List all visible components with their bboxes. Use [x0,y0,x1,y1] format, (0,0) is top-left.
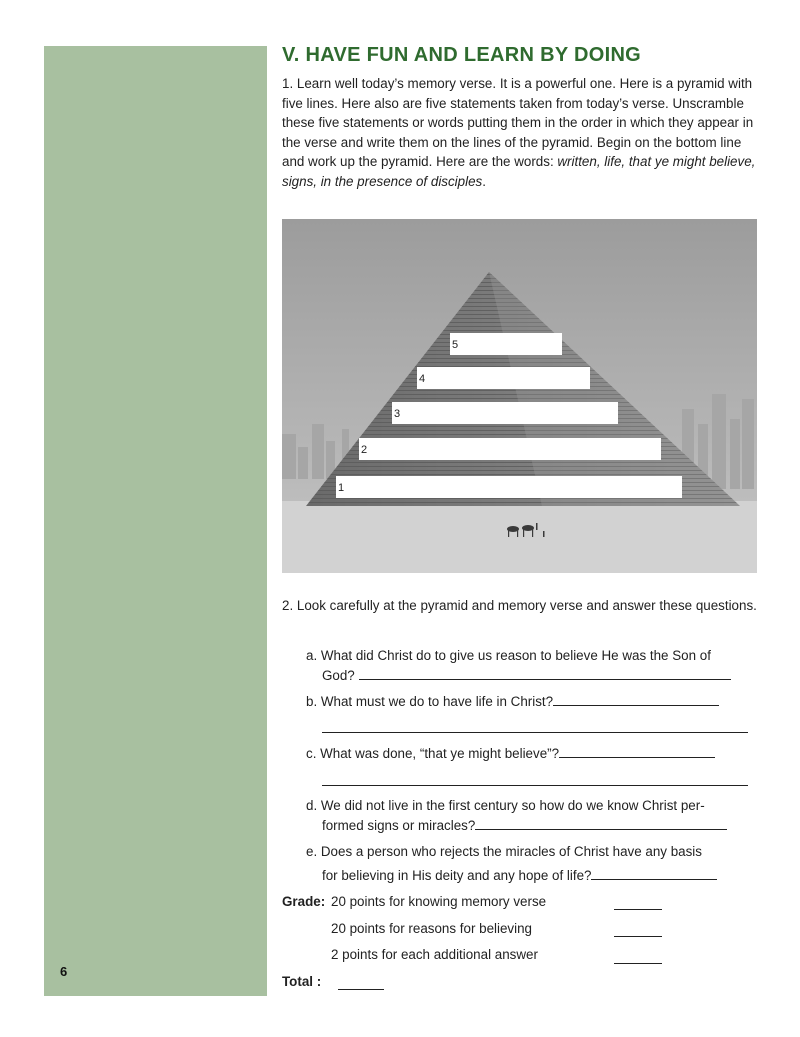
pyramid-line-number: 3 [394,408,401,420]
intro-paragraph [282,74,758,191]
grade-blank-3[interactable] [614,962,662,964]
intro-text: 1. Learn well today’s memory verse. It is a powerful one. Here is a pyramid with five lines. Here also are five statements taken from today’s verse. Unscramble these five statements or words putting them in the order in which they appear in the verse and write them on the lines of the pyramid. Begin on the bottom line and work up the pyramid. Here are the words: [282,76,754,169]
grade-blank-2[interactable] [614,935,662,937]
grade-blank-1[interactable] [614,908,662,910]
question-d [306,796,756,835]
pyramid-line-number: 2 [361,444,368,456]
pyramid-line-3[interactable] [392,402,618,424]
pyramid-line-4[interactable] [417,367,590,389]
pyramid-photo [282,219,757,573]
pyramid-line-number: 4 [419,373,426,385]
question-e [306,842,756,885]
question-d-cont: formed signs or miracles? [322,817,476,833]
answer-line-a[interactable] [359,667,731,680]
part2-instructions: 2. Look carefully at the pyramid and memory verse and answer these questions. [282,598,757,613]
answer-line-e[interactable] [591,867,717,880]
grade-item: 20 points for knowing memory verse [331,894,547,909]
answer-line-c2[interactable] [322,785,748,786]
question-c-text: c. What was done, “that ye might believe”? [306,746,560,761]
answer-line-c[interactable] [559,745,715,758]
question-a-text: a. What did Christ do to give us reason to believe He was the Son of [306,648,711,663]
pyramid-line-5[interactable] [450,333,562,355]
question-c [306,744,756,764]
question-b [306,692,756,712]
pyramid-line-number: 5 [452,339,459,351]
intro-words: written, life, that ye might believe, signs, in the presence of disciples [282,154,756,189]
question-d-text: d. We did not live in the first century so how do we know Christ per- [306,798,705,813]
grade-item: 2 points for each additional answer [331,947,538,962]
answer-line-d[interactable] [475,817,727,830]
content-column [282,40,758,191]
question-a [306,646,756,685]
total-blank[interactable] [338,988,384,990]
question-a-cont: God? [322,667,355,683]
question-a-line2 [306,666,756,686]
answer-line-b2[interactable] [322,732,748,733]
desert-ground [282,501,757,573]
question-b-text: b. What must we do to have life in Christ? [306,694,554,709]
question-e-text: e. Does a person who rejects the miracles of Christ have any basis [306,844,702,859]
sidebar-panel [44,46,267,996]
pyramid-line-number: 1 [338,482,345,494]
question-e-cont: for believing in His deity and any hope of life? [322,867,592,883]
section-title: V. HAVE FUN AND LEARN BY DOING [282,44,642,66]
answer-line-b[interactable] [553,693,719,706]
pyramid-line-1[interactable] [336,476,682,498]
page-number: 6 [60,964,68,979]
intro-end: . [482,173,486,189]
grade-item: 20 points for reasons for believing [331,921,532,936]
total-label: Total : [282,974,322,989]
grade-label: Grade: [282,894,326,909]
pyramid-line-2[interactable] [359,438,661,460]
